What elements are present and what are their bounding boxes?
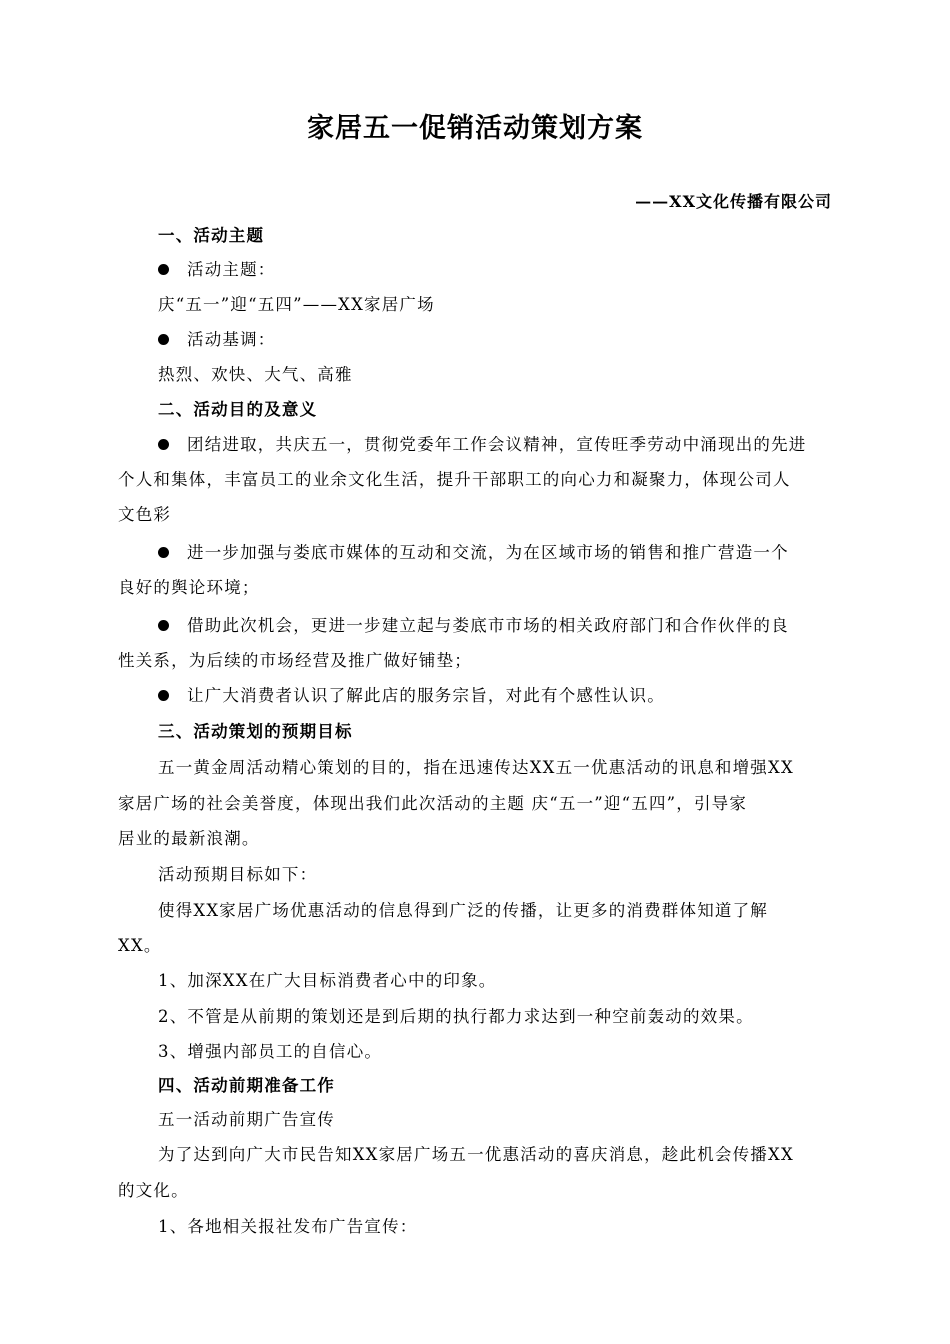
paragraph-line: 的文化。: [118, 1181, 189, 1200]
bullet-item: [118, 541, 789, 565]
bullet-label: 活动基调：: [187, 330, 276, 349]
paragraph-line: 使得XX家居广场优惠活动的信息得到广泛的传播，让更多的消费群体知道了解: [158, 901, 768, 920]
paragraph-text: 团结进取，共庆五一，贯彻党委年工作会议精神，宣传旺季劳动中涌现出的先进: [187, 435, 807, 454]
document-author: ——XX文化传播有限公司: [635, 192, 832, 211]
bullet-icon: [158, 439, 169, 450]
paragraph-line: 五一活动前期广告宣传: [158, 1110, 335, 1129]
list-item: 3、增强内部员工的自信心。: [158, 1042, 383, 1061]
bullet-item: [118, 684, 665, 708]
paragraph-text: 借助此次机会，更进一步建立起与娄底市市场的相关政府部门和合作伙伴的良: [187, 616, 789, 635]
paragraph-line: 居业的最新浪潮。: [118, 829, 260, 848]
bullet-icon: [158, 690, 169, 701]
paragraph-line: 庆“五一”迎“五四”——XX家居广场: [158, 295, 435, 314]
paragraph-line: 个人和集体，丰富员工的业余文化生活，提升干部职工的向心力和凝聚力，体现公司人: [118, 470, 791, 489]
paragraph-line: 五一黄金周活动精心策划的目的，指在迅速传达XX五一优惠活动的讯息和增强XX: [158, 758, 794, 777]
paragraph-line: 活动预期目标如下：: [158, 865, 318, 884]
list-item: 1、加深XX在广大目标消费者心中的印象。: [158, 971, 497, 990]
bullet-label: 活动主题：: [187, 260, 276, 279]
bullet-icon: [158, 264, 169, 275]
bullet-item: [118, 328, 276, 352]
paragraph-line: 热烈、欢快、大气、高雅: [158, 365, 353, 384]
paragraph-text: 进一步加强与娄底市媒体的互动和交流，为在区域市场的销售和推广营造一个: [187, 543, 789, 562]
section-heading-4: 四、活动前期准备工作: [158, 1076, 335, 1095]
section-heading-2: 二、活动目的及意义: [158, 400, 318, 419]
bullet-item: [118, 433, 807, 457]
section-heading-1: 一、活动主题: [158, 226, 265, 245]
bullet-icon: [158, 547, 169, 558]
paragraph-line: 为了达到向广大市民告知XX家居广场五一优惠活动的喜庆消息，趁此机会传播XX: [158, 1145, 794, 1164]
bullet-item: [118, 614, 789, 638]
paragraph-line: 性关系，为后续的市场经营及推广做好铺垫；: [118, 651, 472, 670]
list-item: 1、各地相关报社发布广告宣传：: [158, 1217, 418, 1236]
bullet-icon: [158, 334, 169, 345]
paragraph-line: 家居广场的社会美誉度，体现出我们此次活动的主题 庆“五一”迎“五四”，引导家: [118, 794, 748, 813]
paragraph-text: 让广大消费者认识了解此店的服务宗旨，对此有个感性认识。: [187, 686, 665, 705]
section-heading-3: 三、活动策划的预期目标: [158, 722, 353, 741]
bullet-icon: [158, 620, 169, 631]
paragraph-line: 良好的舆论环境；: [118, 578, 260, 597]
paragraph-line: 文色彩: [118, 505, 172, 524]
bullet-item: [118, 258, 276, 282]
document-title: 家居五一促销活动策划方案: [307, 113, 643, 144]
paragraph-line: XX。: [118, 936, 162, 955]
list-item: 2、不管是从前期的策划还是到后期的执行都力求达到一种空前轰动的效果。: [158, 1007, 754, 1026]
